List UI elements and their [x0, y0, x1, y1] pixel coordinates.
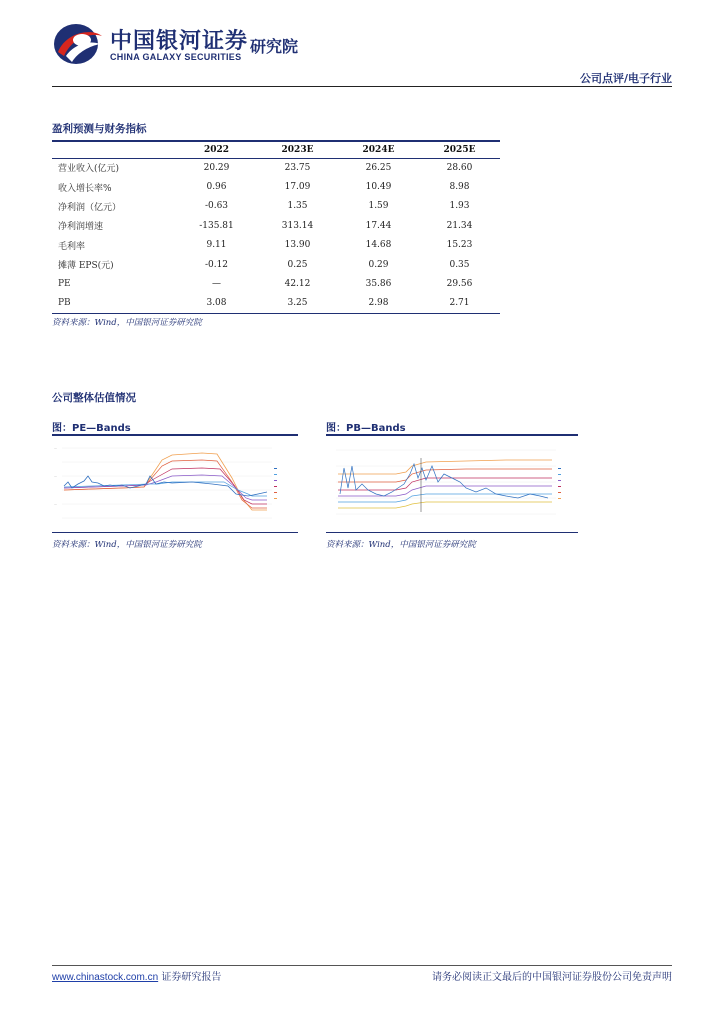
- table-cell: 35.86: [365, 279, 392, 290]
- footer-left: [52, 968, 221, 983]
- row-label: 净利润增速: [58, 222, 104, 233]
- table-row: [52, 197, 500, 216]
- pb-chart-top-rule: [326, 434, 578, 436]
- table-header-row: [52, 141, 500, 158]
- table-cell: 17.44: [365, 220, 392, 231]
- table-cell: —: [212, 279, 221, 290]
- table-cell: 2.71: [449, 298, 470, 309]
- pe-chart-source-note: 资料来源：Wind，中国银河证券研究院: [52, 540, 202, 550]
- row-label: PB: [58, 298, 71, 309]
- pe-chart-top-rule: [52, 434, 298, 436]
- website-link[interactable]: www.chinastock.com.cn: [52, 972, 159, 983]
- pe-bands-chart: [52, 438, 298, 530]
- page-header: [52, 20, 672, 90]
- table-header-cell: 2023E: [281, 144, 314, 155]
- footer-disclaimer: 请务必阅读正文最后的中国银河证券股份公司免责声明: [432, 972, 672, 983]
- table-cell: 9.11: [206, 240, 227, 251]
- table-cell: 313.14: [281, 220, 314, 231]
- valuation-section-title: 公司整体估值情况: [52, 392, 136, 404]
- table-cell: 29.56: [446, 279, 473, 290]
- table-header-cell: 2024E: [362, 144, 395, 155]
- table-cell: 1.93: [449, 201, 470, 212]
- table-cell: 15.23: [446, 240, 473, 251]
- pb-chart-bottom-rule: [326, 532, 578, 533]
- table-cell: 13.90: [284, 240, 311, 251]
- table-cell: 8.98: [449, 182, 470, 193]
- table-row: [52, 294, 500, 313]
- pb-chart-title: 图：PB—Bands: [326, 423, 406, 434]
- table-cell: 0.35: [449, 259, 470, 270]
- table-cell: 28.60: [446, 162, 473, 173]
- table-cell: 0.25: [287, 259, 308, 270]
- table-cell: 3.25: [287, 298, 308, 309]
- pe-chart-title: 图：PE—Bands: [52, 423, 131, 434]
- row-label: 收入增长率%: [58, 183, 112, 194]
- galaxy-logo-icon: [52, 22, 104, 66]
- institute-label: 研究院: [250, 37, 299, 56]
- row-label: 摊薄 EPS(元): [58, 261, 114, 272]
- table-cell: 20.29: [203, 162, 230, 173]
- table-source-note: 资料来源：Wind，中国银河证券研究院: [52, 318, 202, 328]
- table-row: [52, 216, 500, 235]
- footer-report-label: 证券研究报告: [158, 972, 222, 983]
- logo-english-text: CHINA GALAXY SECURITIES: [110, 52, 242, 62]
- forecast-section-title: 盈利预测与财务指标: [52, 123, 147, 135]
- pe-chart-bottom-rule: [52, 532, 298, 533]
- table-header-cell: [52, 141, 176, 158]
- svg-text:—: —: [54, 446, 57, 450]
- table-header-cell: 2022: [203, 144, 230, 155]
- pb-bands-chart: [326, 438, 578, 530]
- table-cell: 42.12: [284, 279, 311, 290]
- svg-text:—: —: [54, 502, 57, 506]
- table-cell: 2.98: [368, 298, 389, 309]
- table-header-cell: 2025E: [443, 144, 476, 155]
- row-label: 净利润（亿元）: [58, 202, 122, 213]
- table-cell: 1.59: [368, 201, 389, 212]
- svg-text:—: —: [54, 474, 57, 478]
- table-cell: 0.96: [206, 182, 227, 193]
- report-type-label: 公司点评/电子行业: [579, 72, 672, 85]
- table-row: [52, 274, 500, 293]
- table-row: [52, 236, 500, 255]
- table-row: [52, 255, 500, 274]
- header-divider: [52, 86, 672, 87]
- table-cell: 10.49: [365, 182, 392, 193]
- table-cell: 0.29: [368, 259, 389, 270]
- logo-chinese-text: 中国银河证券: [110, 29, 249, 54]
- table-cell: 1.35: [287, 201, 308, 212]
- table-cell: 17.09: [284, 182, 311, 193]
- table-cell: 14.68: [365, 240, 392, 251]
- table-row: [52, 158, 500, 177]
- table-cell: 21.34: [446, 220, 473, 231]
- table-row: [52, 177, 500, 196]
- table-cell: 26.25: [365, 162, 392, 173]
- table-cell: 23.75: [284, 162, 311, 173]
- footer-divider: [52, 965, 672, 966]
- row-label: 毛利率: [58, 241, 86, 252]
- table-cell: -0.12: [204, 259, 229, 270]
- table-cell: 3.08: [206, 298, 227, 309]
- table-cell: -0.63: [204, 201, 229, 212]
- table-cell: -135.81: [199, 220, 234, 231]
- row-label: 营业收入(亿元): [58, 164, 120, 175]
- row-label: PE: [58, 279, 71, 290]
- pb-chart-source-note: 资料来源：Wind，中国银河证券研究院: [326, 540, 476, 550]
- forecast-table: [52, 140, 500, 314]
